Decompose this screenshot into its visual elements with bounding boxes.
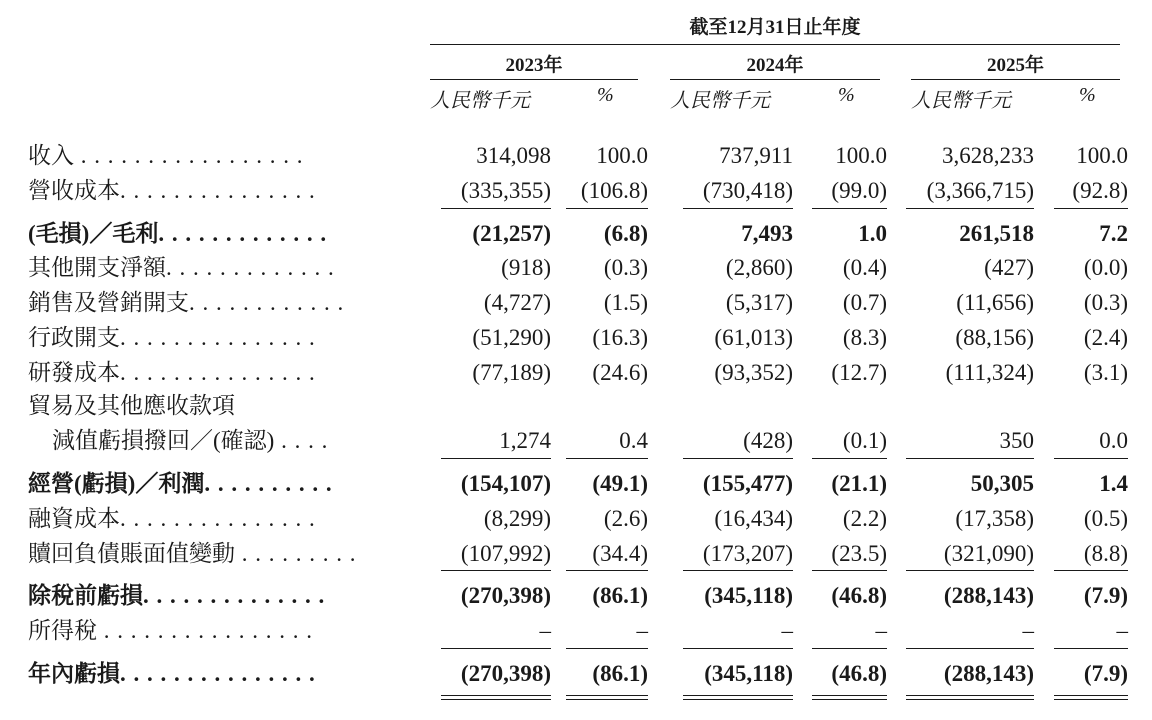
cell-amount-2024: (93,352) <box>714 360 793 385</box>
cell-pct-2025: 7.2 <box>1099 221 1128 246</box>
cell-amount-2024: (730,418) <box>702 178 793 203</box>
cell-pct-2025: (8.8) <box>1083 541 1128 566</box>
cell-pct-2023: (24.6) <box>592 360 648 385</box>
total-rule-top-amount-2024 <box>683 695 793 696</box>
cell-amount-2024: 7,493 <box>741 221 793 246</box>
cell-amount-2024: (5,317) <box>725 290 793 315</box>
row-label <box>28 321 316 355</box>
table-row <box>0 251 1152 285</box>
row-label <box>28 657 316 691</box>
cell-pct-2025: (0.0) <box>1083 255 1128 280</box>
subtotal-rule-pct-2024 <box>812 458 887 459</box>
subtotal-rule-pct-2024 <box>812 648 887 649</box>
row-label-text: 所得稅 <box>28 618 97 643</box>
cell-amount-2023: (107,992) <box>460 541 551 566</box>
row-leader-dots: . . . . . . . . . . . . . . . <box>120 325 316 350</box>
subtotal-rule-amount-2023 <box>441 648 551 649</box>
cell-amount-2023: 314,098 <box>476 143 551 168</box>
cell-pct-2024: 1.0 <box>858 221 887 246</box>
cell-amount-2025: (111,324) <box>945 360 1034 385</box>
cell-pct-2023: (106.8) <box>580 178 648 203</box>
year-heading-2023: 2023年 <box>505 55 563 76</box>
cell-pct-2023: (86.1) <box>592 583 648 608</box>
cell-amount-2025: (11,656) <box>956 290 1034 315</box>
subtotal-rule-amount-2024 <box>683 648 793 649</box>
row-label-text: (毛損)／毛利 <box>28 221 159 246</box>
row-label-text: 融資成本 <box>28 506 120 531</box>
subtotal-rule-amount-2024 <box>683 458 793 459</box>
year-rule-2023 <box>430 79 638 80</box>
unit-amount-2023: 人民幣千元 <box>430 90 530 112</box>
cell-pct-2023: 100.0 <box>596 143 648 168</box>
row-label-text: 收入 <box>28 143 74 168</box>
total-rule-top-pct-2023 <box>566 695 648 696</box>
table-row <box>0 174 1152 208</box>
subtotal-rule-pct-2023 <box>566 458 648 459</box>
cell-pct-2025: 0.0 <box>1099 428 1128 453</box>
row-label-text: 銷售及營銷開支 <box>28 290 189 315</box>
cell-pct-2024: (0.4) <box>842 255 887 280</box>
row-label <box>28 502 316 536</box>
row-leader-dots: . . . . . . . . . . <box>204 471 333 496</box>
cell-pct-2025: (7.9) <box>1083 661 1128 686</box>
cell-pct-2024: 100.0 <box>835 143 887 168</box>
total-rule-top-amount-2023 <box>441 695 551 696</box>
subtotal-rule-pct-2025 <box>1054 208 1128 209</box>
cell-amount-2023: (154,107) <box>460 471 551 496</box>
unit-amount-2025: 人民幣千元 <box>911 90 1011 112</box>
subtotal-rule-amount-2023 <box>441 458 551 459</box>
cell-amount-2023: (270,398) <box>460 661 551 686</box>
cell-amount-2025: (288,143) <box>943 583 1034 608</box>
year-heading-2024: 2024年 <box>746 55 804 76</box>
cell-pct-2025: (3.1) <box>1083 360 1128 385</box>
table-row <box>0 217 1152 251</box>
total-rule-bottom-amount-2023 <box>441 699 551 700</box>
cell-pct-2024: (2.2) <box>842 506 887 531</box>
row-label-text: 年內虧損 <box>28 661 120 686</box>
cell-pct-2025: (7.9) <box>1083 583 1128 608</box>
cell-amount-2023: (335,355) <box>460 178 551 203</box>
cell-pct-2024: (99.0) <box>831 178 887 203</box>
cell-pct-2024: (0.1) <box>842 428 887 453</box>
row-label <box>28 139 304 173</box>
row-leader-dots: . . . . <box>274 428 329 453</box>
row-leader-dots: . . . . . . . . . . . . . . . <box>120 178 316 203</box>
row-leader-dots: . . . . . . . . . . . . . . <box>143 583 326 608</box>
cell-amount-2025: (427) <box>984 255 1034 280</box>
row-leader-dots: . . . . . . . . . . . . . <box>166 255 335 280</box>
cell-amount-2023: (4,727) <box>483 290 551 315</box>
row-label <box>52 424 328 458</box>
subtotal-rule-pct-2024 <box>812 570 887 571</box>
cell-amount-2023: 1,274 <box>499 428 551 453</box>
cell-pct-2023: (86.1) <box>592 661 648 686</box>
subtotal-rule-pct-2023 <box>566 648 648 649</box>
table-row <box>0 424 1152 458</box>
subtotal-rule-pct-2023 <box>566 570 648 571</box>
subtotal-rule-pct-2025 <box>1054 458 1128 459</box>
cell-pct-2024: (46.8) <box>831 583 887 608</box>
total-rule-top-amount-2025 <box>906 695 1034 696</box>
subtotal-rule-pct-2025 <box>1054 648 1128 649</box>
table-row <box>0 321 1152 355</box>
row-label-text: 貿易及其他應收款項 <box>28 393 235 418</box>
subtotal-rule-amount-2025 <box>906 208 1034 209</box>
cell-amount-2023: (918) <box>501 255 551 280</box>
row-label <box>28 467 333 501</box>
subtotal-rule-amount-2025 <box>906 648 1034 649</box>
cell-amount-2025: (288,143) <box>943 661 1034 686</box>
table-row <box>0 579 1152 613</box>
row-leader-dots: . . . . . . . . . . . . . . . <box>120 360 316 385</box>
table-row <box>0 467 1152 501</box>
year-rule-2024 <box>670 79 880 80</box>
row-label-text: 行政開支 <box>28 325 120 350</box>
cell-pct-2025: – <box>1116 618 1128 643</box>
row-label-text: 贖回負債賬面值變動 <box>28 541 235 566</box>
cell-pct-2023: (34.4) <box>592 541 648 566</box>
cell-amount-2023: (77,189) <box>472 360 551 385</box>
subtotal-rule-amount-2024 <box>683 208 793 209</box>
table-row <box>0 139 1152 173</box>
cell-pct-2024: (8.3) <box>842 325 887 350</box>
cell-pct-2023: (16.3) <box>592 325 648 350</box>
cell-pct-2025: (92.8) <box>1072 178 1128 203</box>
total-rule-top-pct-2025 <box>1054 695 1128 696</box>
table-row <box>0 614 1152 648</box>
cell-pct-2024: (0.7) <box>842 290 887 315</box>
cell-amount-2024: (2,860) <box>725 255 793 280</box>
cell-pct-2023: – <box>636 618 648 643</box>
row-leader-dots: . . . . . . . . . . . . . <box>158 221 328 246</box>
cell-pct-2025: 1.4 <box>1099 471 1128 496</box>
cell-amount-2023: (21,257) <box>472 221 551 246</box>
unit-amount-2024: 人民幣千元 <box>670 90 770 112</box>
cell-pct-2023: (2.6) <box>603 506 648 531</box>
total-rule-bottom-amount-2025 <box>906 699 1034 700</box>
cell-pct-2025: 100.0 <box>1076 143 1128 168</box>
cell-amount-2023: (51,290) <box>472 325 551 350</box>
cell-amount-2025: 50,305 <box>970 471 1034 496</box>
subtotal-rule-amount-2023 <box>441 570 551 571</box>
unit-pct-2024: % <box>838 84 855 106</box>
period-rule <box>430 44 1120 45</box>
cell-pct-2024: (21.1) <box>831 471 887 496</box>
cell-amount-2023: – <box>539 618 551 643</box>
row-label <box>28 537 357 571</box>
row-label <box>28 579 325 613</box>
row-label <box>28 286 344 320</box>
subtotal-rule-pct-2025 <box>1054 570 1128 571</box>
row-label-text: 經營(虧損)／利潤 <box>28 471 205 496</box>
unit-pct-2023: % <box>597 84 614 106</box>
table-row <box>0 502 1152 536</box>
total-rule-bottom-amount-2024 <box>683 699 793 700</box>
row-label <box>28 614 313 648</box>
period-heading: 截至12月31日止年度 <box>689 17 861 38</box>
year-rule-2025 <box>911 79 1120 80</box>
row-label <box>28 356 316 390</box>
row-label-text: 研發成本 <box>28 360 120 385</box>
cell-pct-2023: (0.3) <box>603 255 648 280</box>
cell-pct-2023: (1.5) <box>603 290 648 315</box>
row-leader-dots: . . . . . . . . . . . . . . . <box>120 661 316 686</box>
table-row <box>0 657 1152 691</box>
row-label-text: 其他開支淨額 <box>28 255 166 280</box>
total-rule-top-pct-2024 <box>812 695 887 696</box>
cell-amount-2025: 350 <box>999 428 1034 453</box>
row-label <box>28 174 316 208</box>
row-label-text: 除稅前虧損 <box>28 583 143 608</box>
total-rule-bottom-pct-2025 <box>1054 699 1128 700</box>
row-leader-dots: . . . . . . . . . . . . <box>189 290 345 315</box>
cell-pct-2024: (46.8) <box>831 661 887 686</box>
subtotal-rule-pct-2023 <box>566 208 648 209</box>
table-row <box>0 389 1152 423</box>
cell-amount-2024: – <box>781 618 793 643</box>
subtotal-rule-amount-2025 <box>906 570 1034 571</box>
row-label <box>28 217 327 251</box>
subtotal-rule-pct-2024 <box>812 208 887 209</box>
cell-pct-2023: (49.1) <box>592 471 648 496</box>
cell-pct-2024: (23.5) <box>831 541 887 566</box>
subtotal-rule-amount-2023 <box>441 208 551 209</box>
row-label-text: 營收成本 <box>28 178 120 203</box>
year-heading-2025: 2025年 <box>986 55 1044 76</box>
cell-amount-2023: (8,299) <box>483 506 551 531</box>
row-label-text: 減值虧損撥回／(確認) <box>52 428 275 453</box>
total-rule-bottom-pct-2024 <box>812 699 887 700</box>
row-leader-dots: . . . . . . . . . . . . . . . . . <box>74 143 304 168</box>
cell-pct-2023: 0.4 <box>619 428 648 453</box>
subtotal-rule-amount-2025 <box>906 458 1034 459</box>
cell-amount-2025: 261,518 <box>959 221 1034 246</box>
cell-amount-2024: (155,477) <box>702 471 793 496</box>
cell-amount-2024: (345,118) <box>704 661 793 686</box>
cell-amount-2024: (345,118) <box>704 583 793 608</box>
table-row <box>0 356 1152 390</box>
row-label <box>28 251 335 285</box>
row-leader-dots: . . . . . . . . . <box>235 541 357 566</box>
cell-pct-2025: (0.3) <box>1083 290 1128 315</box>
cell-pct-2023: (6.8) <box>603 221 648 246</box>
cell-pct-2024: – <box>875 618 887 643</box>
cell-amount-2024: (173,207) <box>702 541 793 566</box>
cell-amount-2025: (88,156) <box>955 325 1034 350</box>
cell-amount-2025: (321,090) <box>943 541 1034 566</box>
unit-pct-2025: % <box>1079 84 1096 106</box>
row-leader-dots: . . . . . . . . . . . . . . . . <box>97 618 313 643</box>
row-label <box>28 389 235 423</box>
cell-pct-2025: (0.5) <box>1083 506 1128 531</box>
cell-amount-2024: (61,013) <box>714 325 793 350</box>
cell-amount-2025: 3,628,233 <box>942 143 1034 168</box>
cell-amount-2025: (17,358) <box>955 506 1034 531</box>
cell-amount-2024: 737,911 <box>719 143 793 168</box>
cell-amount-2025: (3,366,715) <box>926 178 1034 203</box>
row-leader-dots: . . . . . . . . . . . . . . . <box>120 506 316 531</box>
cell-amount-2024: (16,434) <box>714 506 793 531</box>
cell-pct-2024: (12.7) <box>831 360 887 385</box>
cell-amount-2025: – <box>1022 618 1034 643</box>
table-row <box>0 537 1152 571</box>
cell-amount-2024: (428) <box>743 428 793 453</box>
subtotal-rule-amount-2024 <box>683 570 793 571</box>
cell-pct-2025: (2.4) <box>1083 325 1128 350</box>
total-rule-bottom-pct-2023 <box>566 699 648 700</box>
table-row <box>0 286 1152 320</box>
cell-amount-2023: (270,398) <box>460 583 551 608</box>
